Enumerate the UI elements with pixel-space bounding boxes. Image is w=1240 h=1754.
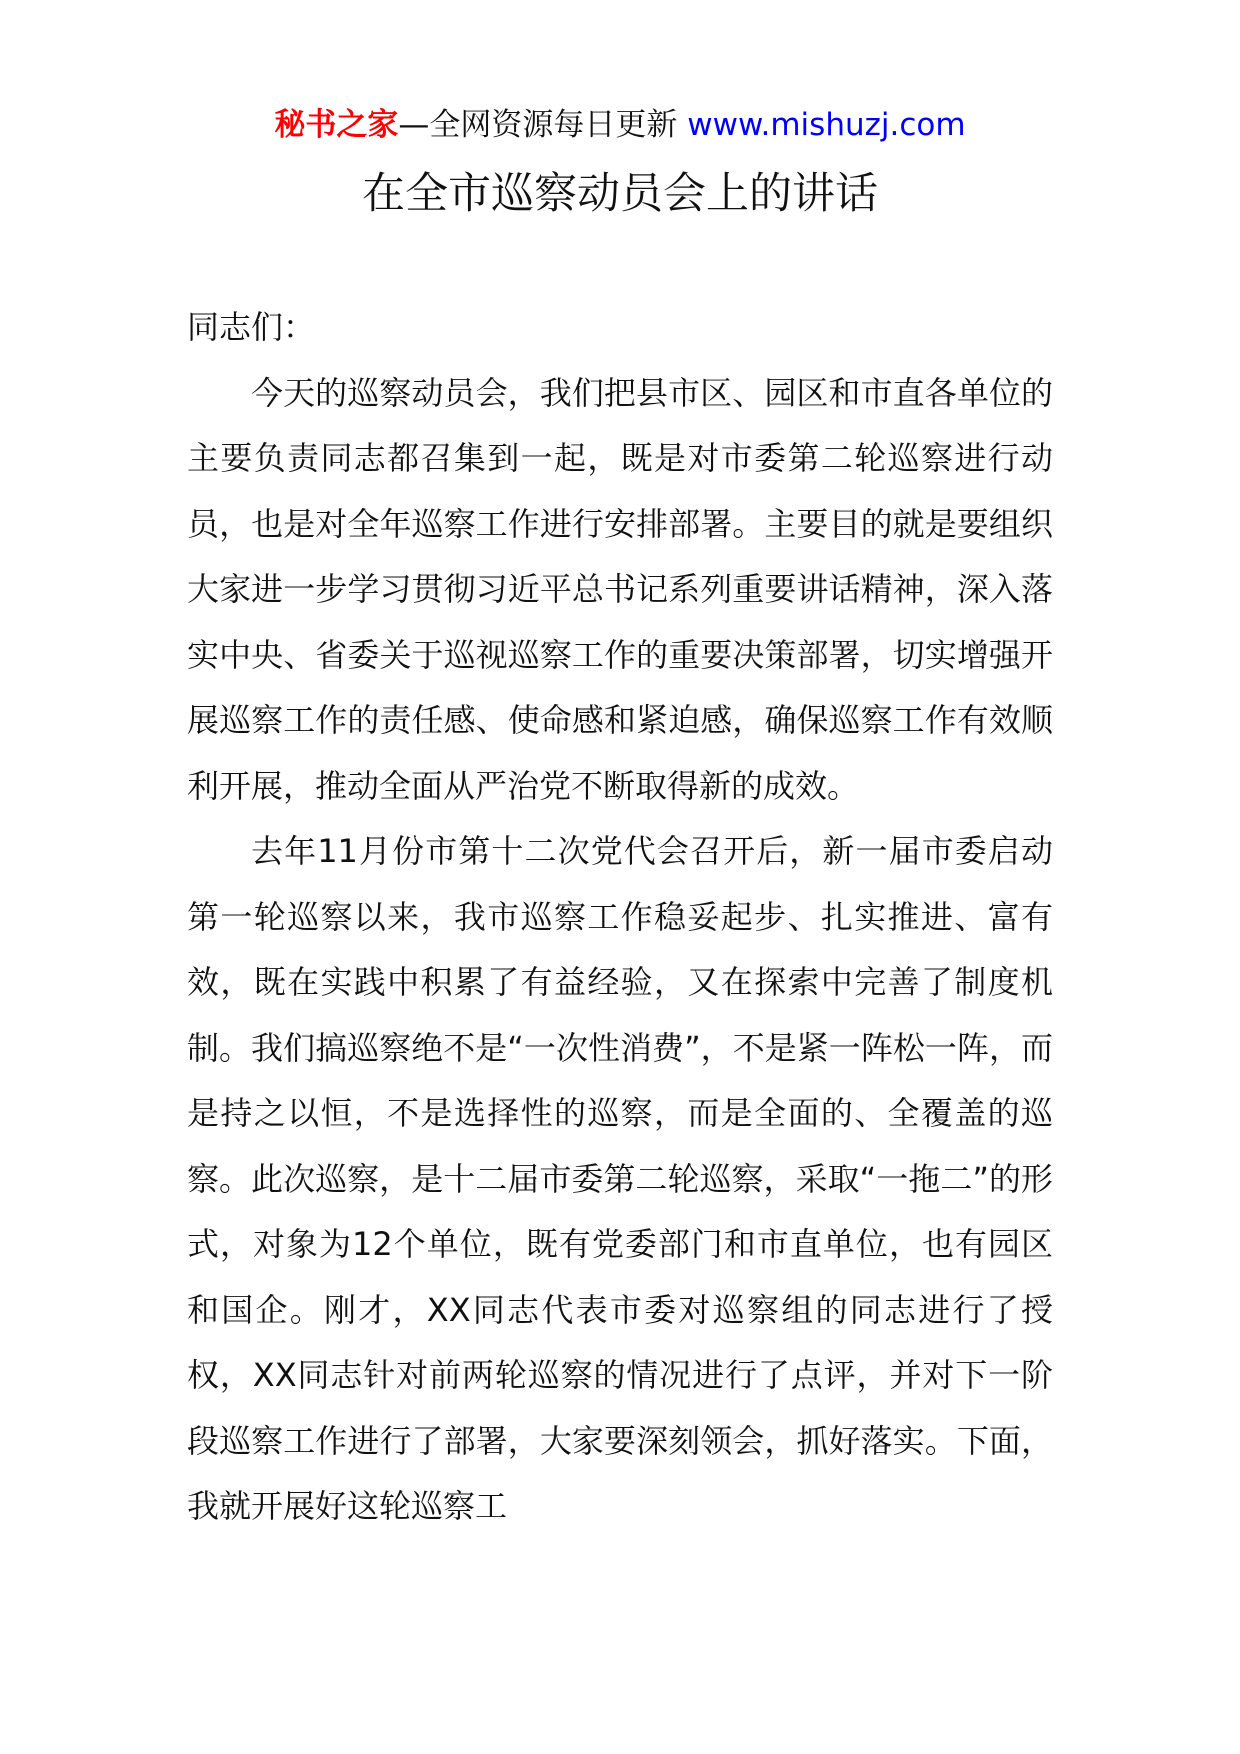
site-slogan: —全网资源每日更新 (398, 107, 678, 143)
document-title: 在全市巡察动员会上的讲话 (362, 169, 878, 219)
paragraph: 今天的巡察动员会，我们把县市区、园区和市直各单位的主要负责同志都召集到一起，既是对市委第二轮巡察进行动员，也是对全年巡察工作进行安排部署。主要目的就是要组织大家进一步学习贯彻习近平总书记系列重要讲话精神，深入落实中央、省委关于巡视巡察工作的重要决策部署，切实增强开展巡察工作的责任感、使命感和紧迫感，确保巡察工作有效顺利开展，推动全面从严治党不断取得新的成效。 (187, 373, 1053, 805)
salutation: 同志们： (187, 308, 316, 346)
site-brand: 秘书之家 (274, 107, 399, 143)
paragraph: 去年11月份市第十二次党代会召开后，新一届市委启动第一轮巡察以来，我市巡察工作稳妥起步、扎实推进、富有效，既在实践中积累了有益经验，又在探索中完善了制度机制。我们搞巡察绝不是“一次性消费”，不是紧一阵松一阵，而是持之以恒，不是选择性的巡察，而是全面的、全覆盖的巡察。此次巡察，是十二届市委第二轮巡察，采取“一拖二”的形式，对象为12个单位，既有党委部门和市直单位，也有园区和国企。刚才，XX同志代表市委对巡察组的同志进行了授权，XX同志针对前两轮巡察的情况进行了点评，并对下一阶段巡察工作进行了部署，大家要深刻领会，抓好落实。下面，我就开展好这轮巡察工 (187, 832, 1053, 1525)
document-body (187, 295, 1053, 1540)
site-url-link[interactable]: www.mishuzj.com (687, 107, 966, 143)
site-header (0, 100, 1240, 150)
